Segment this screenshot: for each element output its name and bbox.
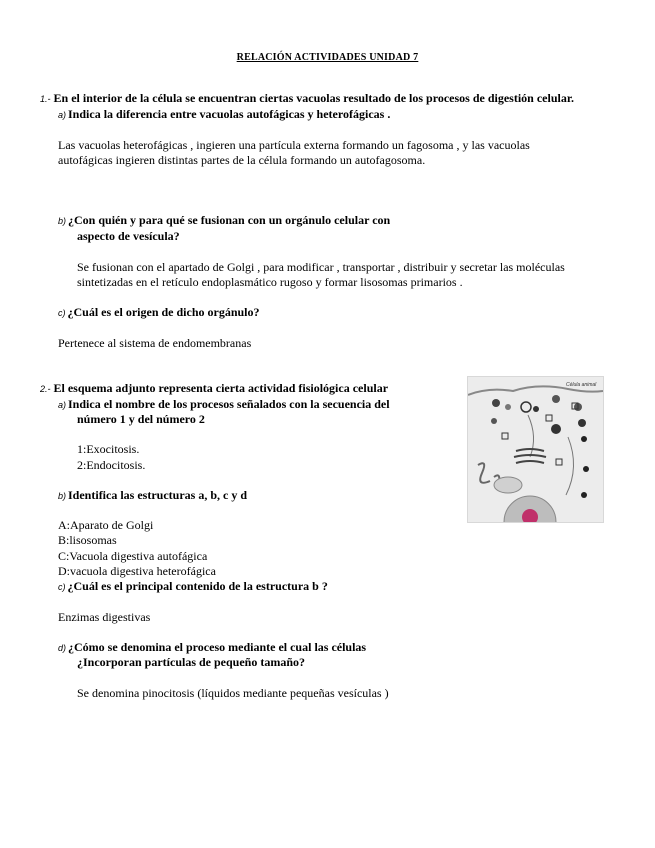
- question-1: [40, 91, 574, 107]
- answer-2d: Se denomina pinocitosis (líquidos mediante pequeñas vesículas ): [77, 686, 389, 700]
- question-1-text: En el interior de la célula se encuentran ciertas vacuolas resultado de los procesos de digestión celular.: [53, 91, 575, 105]
- reticulum-icon: [478, 463, 490, 483]
- question-1b-text-line1: ¿Con quién y para qué se fusionan con un orgánulo celular con: [68, 213, 391, 227]
- vesicle-icon: [581, 492, 587, 498]
- golgi-apparatus-icon: [516, 461, 544, 463]
- question-1a: [58, 107, 390, 123]
- vesicle-icon: [578, 419, 586, 427]
- question-2b-text: Identifica las estructuras a, b, c y d: [68, 488, 248, 502]
- question-1a-text: Indica la diferencia entre vacuolas autofágicas y heterofágicas .: [68, 107, 391, 121]
- vesicle-icon: [583, 466, 589, 472]
- answer-1a-line1: Las vacuolas heterofágicas , ingieren una partícula externa formando un fagosoma , y las vacuolas: [58, 138, 530, 152]
- pathway-arrow: [566, 437, 574, 495]
- answer-1c: Pertenece al sistema de endomembranas: [58, 336, 252, 350]
- question-1a-letter: a): [58, 110, 67, 120]
- answer-2a-line2: 2:Endocitosis.: [77, 458, 146, 472]
- answer-2c: Enzimas digestivas: [58, 610, 151, 624]
- question-1b: [58, 213, 390, 229]
- question-2c-letter: c): [58, 582, 66, 592]
- vesicle-icon: [521, 402, 531, 412]
- label-box-icon: [546, 415, 552, 421]
- vesicle-icon: [491, 418, 497, 424]
- question-2c: [58, 579, 328, 595]
- cell-diagram: [468, 377, 603, 522]
- question-1-number: 1.-: [40, 94, 51, 104]
- answer-2b-item: A:Aparato de Golgi: [58, 518, 154, 532]
- question-2a: [58, 397, 390, 413]
- answer-1b-line2: sintetizadas en el retículo endoplasmático rugoso y formar lisosomas primarios .: [77, 275, 463, 289]
- question-1b-text-line2: aspecto de vesícula?: [77, 229, 180, 243]
- question-2b: [58, 488, 247, 504]
- question-1c-text: ¿Cuál es el origen de dicho orgánulo?: [67, 305, 260, 319]
- question-2c-text: ¿Cuál es el principal contenido de la estructura b ?: [67, 579, 328, 593]
- question-2d-text-line2: ¿Incorporan partículas de pequeño tamaño?: [77, 655, 306, 669]
- question-2a-text-line1: Indica el nombre de los procesos señalados con la secuencia del: [68, 397, 390, 411]
- answer-1a-line2: autofágicas ingieren distintas partes de la célula formando un autofagosoma.: [58, 153, 426, 167]
- page-title: RELACIÓN ACTIVIDADES UNIDAD 7: [236, 52, 419, 63]
- question-2: [40, 381, 388, 397]
- question-2-number: 2.-: [40, 384, 51, 394]
- question-2b-letter: b): [58, 491, 67, 501]
- vesicle-icon: [505, 404, 511, 410]
- cell-diagram-figure: [467, 376, 604, 523]
- vesicle-icon: [581, 436, 587, 442]
- question-1c: [58, 305, 260, 321]
- question-2d-letter: d): [58, 643, 67, 653]
- vesicle-icon: [552, 395, 560, 403]
- label-box-icon: [556, 459, 562, 465]
- figure-caption: Célula animal: [566, 382, 597, 388]
- question-2-text: El esquema adjunto representa cierta actividad fisiológica celular: [53, 381, 389, 395]
- question-2a-letter: a): [58, 400, 67, 410]
- answer-2b-item: D:vacuola digestiva heterofágica: [58, 564, 216, 578]
- label-box-icon: [502, 433, 508, 439]
- answer-2b-item: B:lisosomas: [58, 533, 117, 547]
- question-1b-letter: b): [58, 216, 67, 226]
- golgi-apparatus-icon: [516, 449, 544, 451]
- answer-2a-line1: 1:Exocitosis.: [77, 442, 140, 456]
- pathway-arrow: [528, 415, 534, 457]
- question-2d: [58, 640, 366, 656]
- vesicle-icon: [492, 399, 500, 407]
- vesicle-icon: [533, 406, 539, 412]
- question-2a-text-line2: número 1 y del número 2: [77, 412, 205, 426]
- lysosome-icon: [551, 424, 561, 434]
- question-2d-text-line1: ¿Cómo se denomina el proceso mediante el cual las células: [68, 640, 367, 654]
- answer-1b-line1: Se fusionan con el apartado de Golgi , para modificar , transportar , distribuir y secretar las moléculas: [77, 260, 565, 274]
- answer-2b-item: C:Vacuola digestiva autofágica: [58, 549, 208, 563]
- er-icon: [494, 477, 522, 493]
- question-1c-letter: c): [58, 308, 66, 318]
